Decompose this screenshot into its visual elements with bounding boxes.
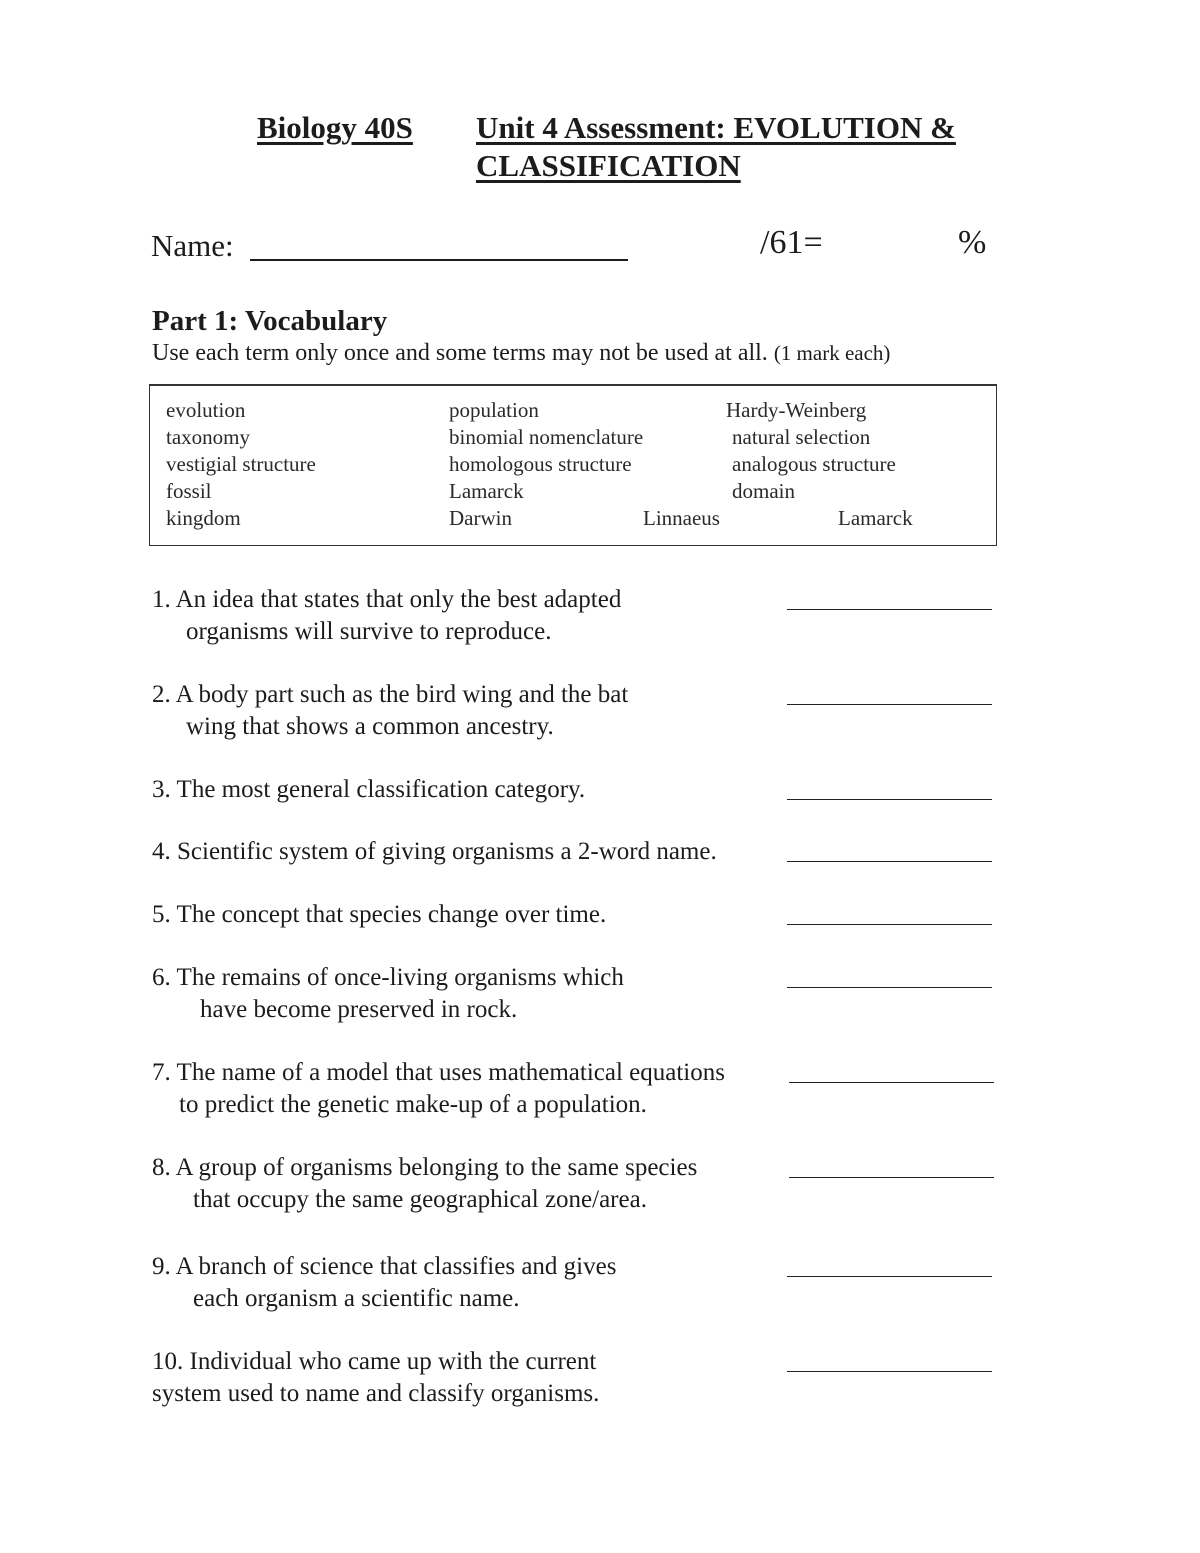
part-1-title: Part 1: Vocabulary (152, 305, 388, 337)
word-bank-term: analogous structure (732, 452, 896, 476)
question-10-answer-line[interactable] (787, 1371, 992, 1372)
name-field-line[interactable] (250, 259, 628, 261)
question-2-line-2: wing that shows a common ancestry. (186, 713, 554, 740)
instructions-text: Use each term only once and some terms may not be used at all. (152, 340, 768, 366)
word-bank-term: domain (732, 479, 795, 503)
percent-sign: % (958, 224, 987, 261)
word-bank-term: homologous structure (449, 452, 632, 476)
word-bank-term: fossil (166, 479, 212, 503)
word-bank-box (149, 384, 997, 546)
course-title: Biology 40S (257, 110, 413, 145)
question-10-line-1: 10. Individual who came up with the current (152, 1348, 597, 1375)
question-5-answer-line[interactable] (787, 924, 992, 925)
word-bank-term: taxonomy (166, 425, 250, 449)
question-9-answer-line[interactable] (787, 1276, 992, 1277)
part-1-instructions (152, 340, 890, 367)
question-2-answer-line[interactable] (787, 704, 992, 705)
assessment-title-line-1: Unit 4 Assessment: EVOLUTION & (476, 110, 956, 145)
word-bank-term: Lamarck (838, 506, 913, 530)
word-bank-term: Lamarck (449, 479, 524, 503)
question-4-answer-line[interactable] (787, 861, 992, 862)
question-7-line-1: 7. The name of a model that uses mathematical equations (152, 1059, 725, 1086)
marks-note: (1 mark each) (773, 341, 891, 365)
question-8-line-2: that occupy the same geographical zone/area. (193, 1186, 647, 1213)
question-8-line-1: 8. A group of organisms belonging to the same species (152, 1154, 698, 1181)
question-9-line-1: 9. A branch of science that classifies and gives (152, 1253, 617, 1280)
word-bank-term: population (449, 398, 539, 422)
question-6-line-1: 6. The remains of once-living organisms which (152, 964, 624, 991)
question-3-line-1: 3. The most general classification category. (152, 776, 586, 803)
name-label: Name: (151, 228, 234, 263)
word-bank-term: evolution (166, 398, 246, 422)
question-3-answer-line[interactable] (787, 799, 992, 800)
question-1-line-2: organisms will survive to reproduce. (186, 618, 552, 645)
score-total: /61= (760, 224, 823, 261)
word-bank-term: Linnaeus (643, 506, 720, 530)
question-7-answer-line[interactable] (789, 1082, 994, 1083)
question-7-line-2: to predict the genetic make-up of a population. (179, 1091, 647, 1118)
question-6-answer-line[interactable] (787, 987, 992, 988)
question-4-line-1: 4. Scientific system of giving organisms a 2-word name. (152, 838, 717, 865)
question-6-line-2: have become preserved in rock. (200, 996, 518, 1023)
question-1-answer-line[interactable] (787, 609, 992, 610)
word-bank-term: Darwin (449, 506, 512, 530)
question-9-line-2: each organism a scientific name. (193, 1285, 520, 1312)
question-2-line-1: 2. A body part such as the bird wing and the bat (152, 681, 629, 708)
question-1-line-1: 1. An idea that states that only the best adapted (152, 586, 622, 613)
question-5-line-1: 5. The concept that species change over time. (152, 901, 607, 928)
assessment-title-line-2: CLASSIFICATION (476, 148, 741, 183)
question-8-answer-line[interactable] (789, 1177, 994, 1178)
word-bank-term: Hardy-Weinberg (726, 398, 867, 422)
word-bank-term: natural selection (732, 425, 871, 449)
word-bank-term: kingdom (166, 506, 241, 530)
word-bank-term: binomial nomenclature (449, 425, 644, 449)
question-10-line-2: system used to name and classify organisms. (152, 1380, 600, 1407)
word-bank-term: vestigial structure (166, 452, 316, 476)
